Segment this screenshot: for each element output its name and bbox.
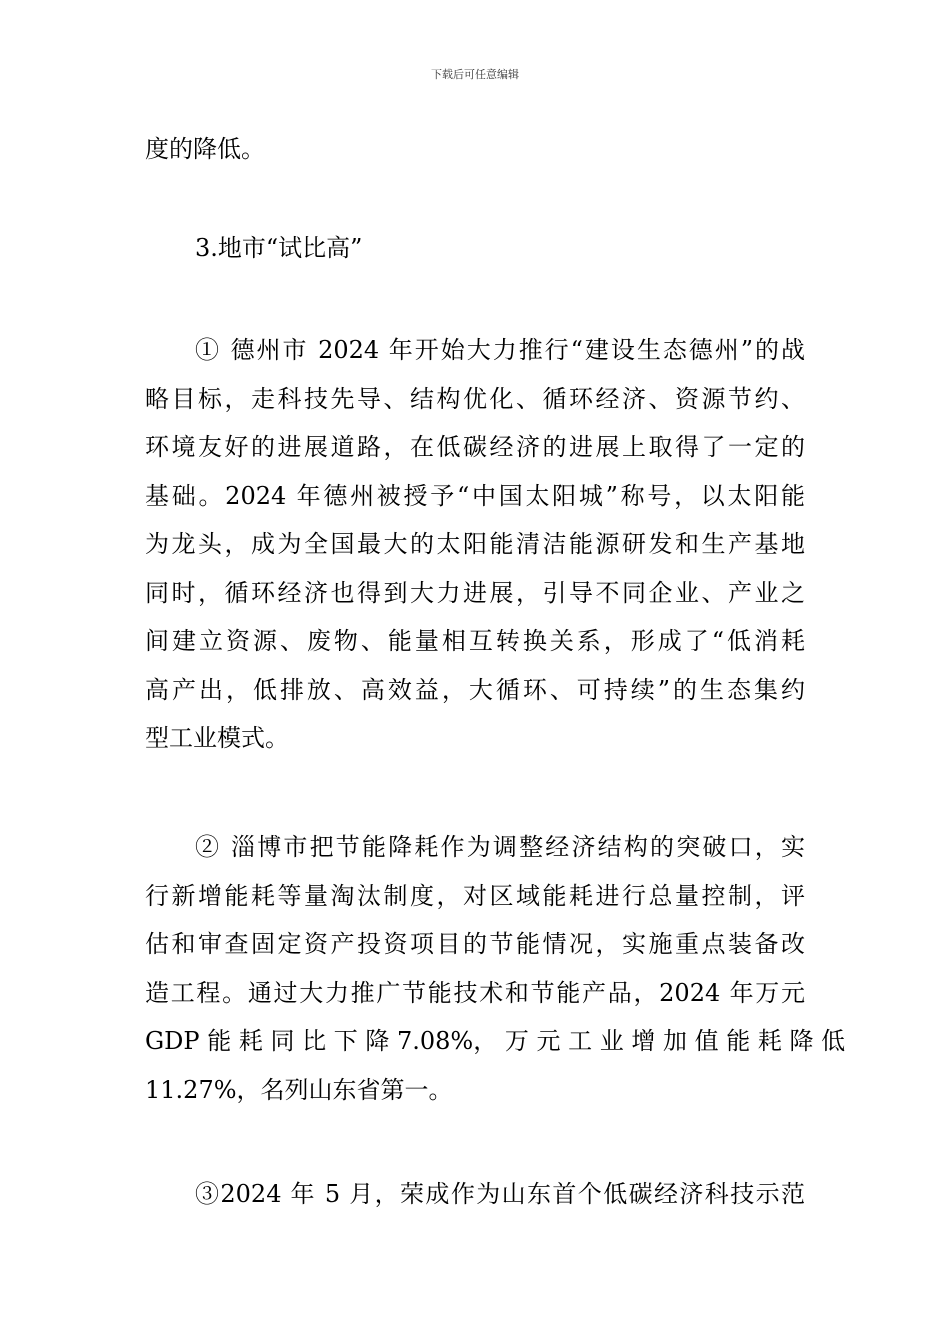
paragraph-line: 11.27%，名列山东省第一。 <box>145 1075 453 1104</box>
paragraph-line: 造工程。通过大力推广节能技术和节能产品，2024 年万元 <box>145 978 805 1007</box>
paragraph-rongcheng <box>145 1170 805 1219</box>
paragraph-line: ③2024 年 5 月，荣成作为山东首个低碳经济科技示范 <box>195 1180 805 1208</box>
paragraph-line: 高产出，低排放、高效益，大循环、可持续”的生态集约 <box>145 675 805 704</box>
section-heading: 3.地市“试比高” <box>195 234 363 262</box>
continuation-paragraph <box>145 125 805 174</box>
paragraph-line: 略目标，走科技先导、结构优化、循环经济、资源节约、 <box>145 384 805 413</box>
paragraph-line: GDP 能 耗 同 比 下 降 7.08%， 万 元 工 业 增 加 值 能 耗 降 低 <box>145 1027 846 1055</box>
paragraph-line: 型工业模式。 <box>145 724 289 752</box>
paragraph-line: 为龙头，成为全国最大的太阳能清洁能源研发和生产基地 <box>145 530 805 558</box>
section-heading-block <box>145 224 805 273</box>
paragraph-line: 环境友好的进展道路，在低碳经济的进展上取得了一定的 <box>145 433 805 461</box>
paragraph-line: ① 德州市 2024 年开始大力推行“建设生态德州”的战 <box>195 336 805 364</box>
continuation-text: 度的降低。 <box>145 135 265 163</box>
paragraph-zibo <box>145 823 846 1114</box>
paragraph-line: 基础。2024 年德州被授予“中国太阳城”称号，以太阳能 <box>145 481 805 510</box>
page-header-note: 下载后可任意编辑 <box>431 68 519 81</box>
paragraph-line: 同时，循环经济也得到大力进展，引导不同企业、产业之 <box>145 578 805 607</box>
paragraph-line: 行新增能耗等量淘汰制度，对区域能耗进行总量控制，评 <box>145 881 805 910</box>
paragraph-line: ② 淄博市把节能降耗作为调整经济结构的突破口，实 <box>195 833 805 861</box>
paragraph-dezhou <box>145 326 805 763</box>
paragraph-line: 估和审查固定资产投资项目的节能情况，实施重点装备改 <box>145 930 805 958</box>
paragraph-line: 间建立资源、废物、能量相互转换关系，形成了“低消耗 <box>145 627 805 655</box>
